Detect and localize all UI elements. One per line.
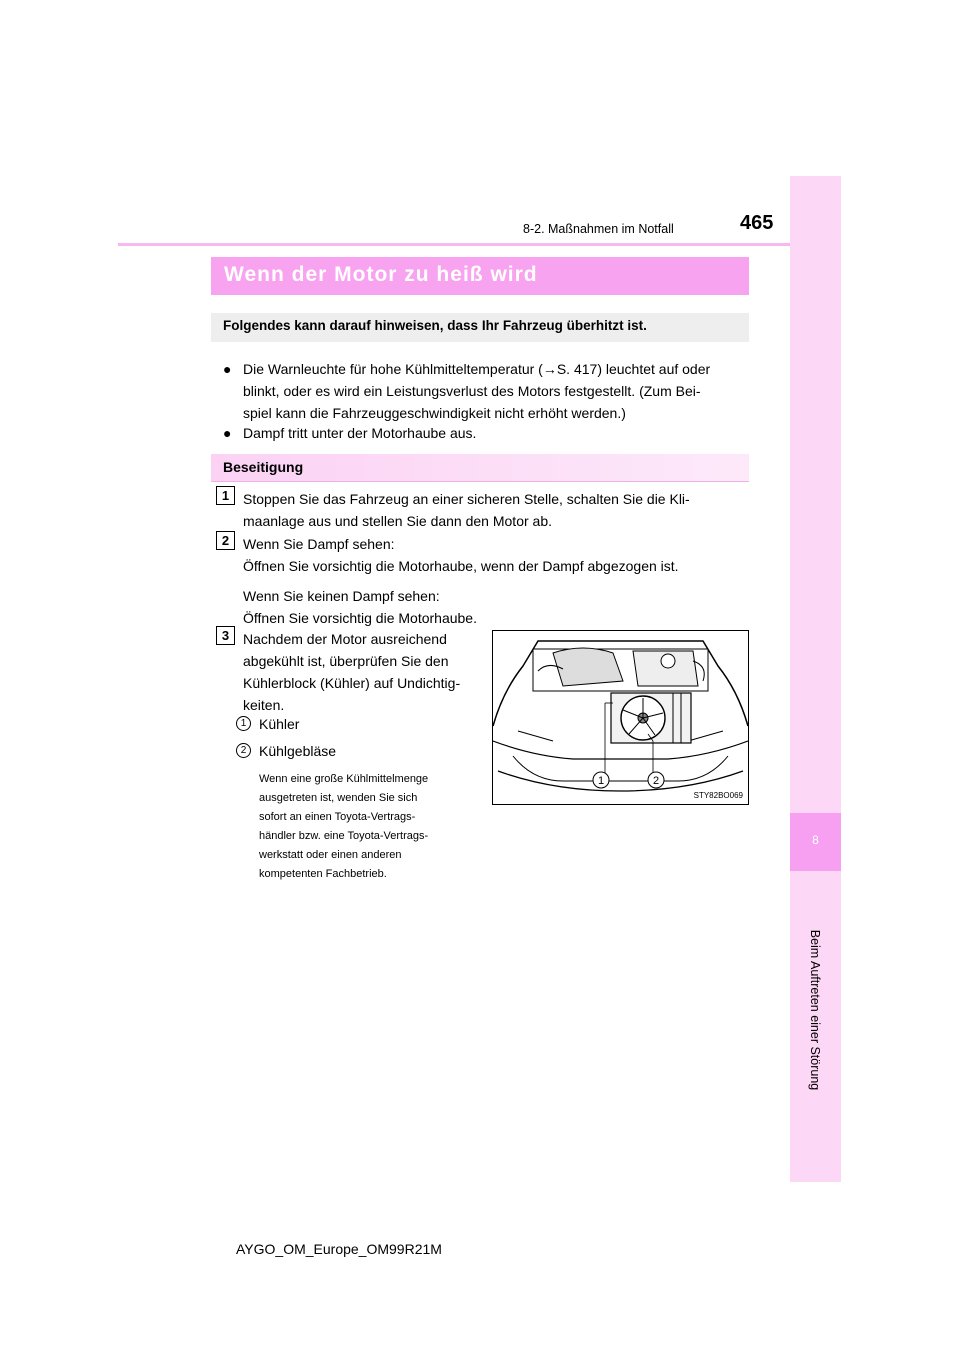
- illustration-code: STY82BO069: [693, 791, 743, 800]
- callout-label: Kühler: [259, 716, 300, 732]
- step-text: Wenn Sie Dampf sehen: Öffnen Sie vorsichtig die Motorhaube, wenn der Dampf abgezogen ist. Wenn Sie keinen Dampf sehen: Öffnen Sie vorsichtig die Motorhaube.: [243, 536, 679, 626]
- callout-1-label: 1: [597, 775, 605, 787]
- side-tab-chapter-number: 8: [812, 833, 819, 847]
- intro-text: Folgendes kann darauf hinweisen, dass Ihr Fahrzeug überhitzt ist.: [223, 318, 647, 333]
- callout-number: 1: [236, 716, 251, 731]
- step-number: 3: [216, 626, 235, 645]
- intro-box: [211, 313, 749, 342]
- bullet-text: Dampf tritt unter der Motorhaube aus.: [243, 425, 477, 441]
- side-tab-chapter-title: Beim Auftreten einer Störung: [808, 929, 822, 1091]
- section-reference: 8-2. Maßnahmen im Notfall: [523, 222, 674, 236]
- bullet-marker: ●: [223, 361, 232, 377]
- step-text: Nachdem der Motor ausreichend abgekühlt ist, überprüfen Sie den Kühlerblock (Kühler) auf Undichtig- keiten.: [243, 631, 461, 713]
- callout-2-label: 2: [652, 775, 660, 787]
- bullet-text: Die Warnleuchte für hohe Kühlmitteltemperatur (→S. 417) leuchtet auf oder blinkt, oder es wird ein Leistungsverlust des Motors festgestellt. (Zum Bei- spiel kann die Fahrzeuggeschwindigkeit nicht erhöht werden.): [243, 361, 711, 421]
- engine-bay-drawing: [493, 631, 748, 804]
- engine-bay-illustration: [492, 630, 749, 805]
- page-number: 465: [740, 212, 774, 234]
- title-bar: [211, 257, 749, 295]
- side-tab-chapter: [790, 813, 841, 871]
- step-number: 2: [216, 531, 235, 550]
- document-code: AYGO_OM_Europe_OM99R21M: [236, 1241, 442, 1257]
- header-rule: [118, 243, 790, 246]
- page-title: Wenn der Motor zu heiß wird: [224, 263, 538, 286]
- subsection-header: [211, 454, 749, 482]
- bullet-marker: ●: [223, 425, 232, 441]
- step-number: 1: [216, 486, 235, 505]
- step-text: Stoppen Sie das Fahrzeug an einer sicheren Stelle, schalten Sie die Kli- maanlage aus und stellen Sie dann den Motor ab.: [243, 491, 690, 529]
- callout-label: Kühlgebläse: [259, 743, 337, 759]
- note-text: Wenn eine große Kühlmittelmenge ausgetreten ist, wenden Sie sich sofort an einen Toyota-Vertrags- händler bzw. eine Toyota-Vertrags- werkstatt oder einen anderen kompetenten Fachbetrieb.: [259, 773, 429, 880]
- subsection-title: Beseitigung: [223, 459, 304, 475]
- callout-number: 2: [236, 743, 251, 758]
